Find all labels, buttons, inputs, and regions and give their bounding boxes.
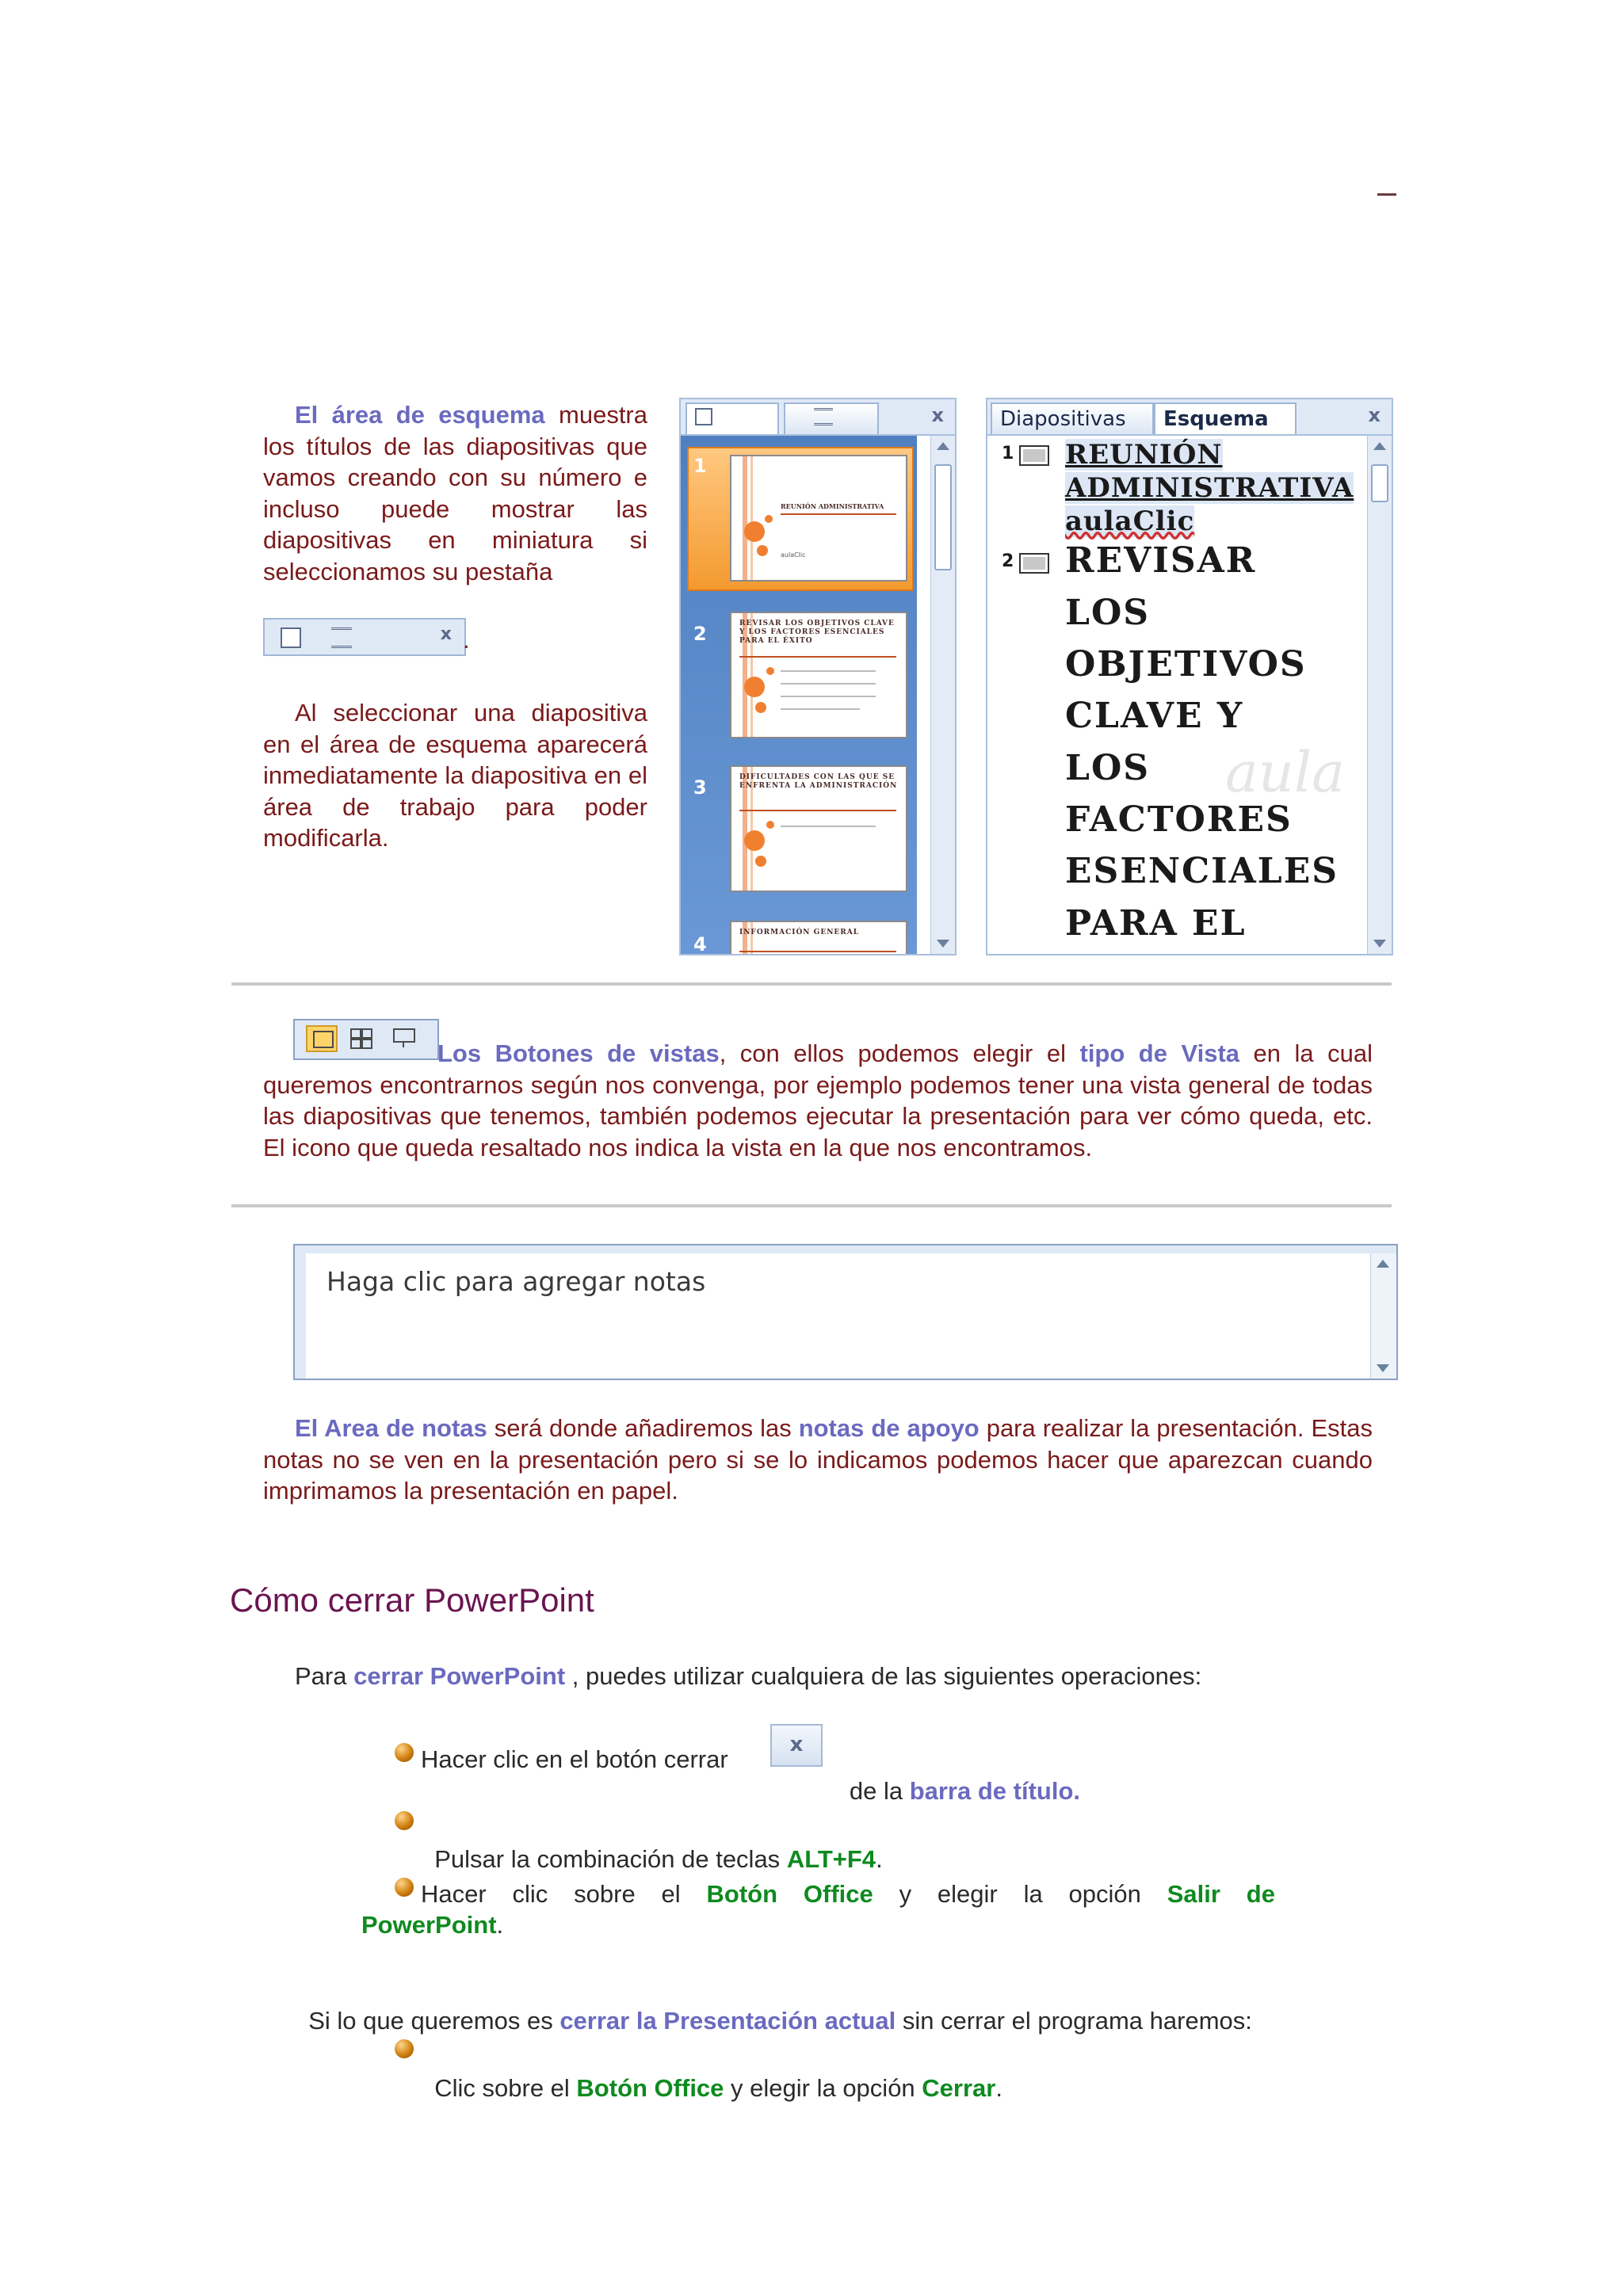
bullet-icon — [395, 2039, 414, 2058]
notes-area-frame — [295, 1245, 1396, 1253]
bullet-item — [421, 1878, 1275, 1910]
bullet-text: Hacer clic sobre el — [421, 1880, 707, 1908]
outline-tab-icon — [331, 627, 352, 648]
intro-text: Si lo que queremos es — [308, 2006, 560, 2035]
bullet-text: Pulsar la combinación de teclas — [434, 1844, 787, 1873]
scroll-down-icon[interactable] — [1377, 1364, 1389, 1372]
view-buttons-term: Los Botones de vistas — [437, 1039, 720, 1067]
close-option-term: Cerrar — [922, 2073, 996, 2102]
intro-text-2: sin cerrar el programa haremos: — [896, 2006, 1252, 2035]
outline-line[interactable]: REVISAR — [1065, 540, 1257, 581]
slide-number: 4 — [693, 933, 707, 955]
outline-area-text: muestra los títulos de las diapositivas que vamos creando con su número e incluso puede mostrar las diapositivas en miniatura si seleccionamos su pestaña — [263, 401, 647, 585]
bullet-icon — [395, 1878, 414, 1897]
close-intro-text-2: , puedes utilizar cualquiera de las siguientes operaciones: — [565, 1662, 1202, 1690]
slides-pane-tabbar — [681, 399, 955, 436]
outline-line[interactable]: ESENCIALES — [1065, 851, 1339, 891]
bullet-text-end: . — [876, 1844, 883, 1873]
view-buttons-text: , con ellos podemos elegir el — [719, 1039, 1080, 1067]
notes-area-term: El Area de notas — [295, 1414, 487, 1442]
slide-subtitle: aulaClic — [781, 551, 806, 559]
view-buttons-text-2: en la cual queremos encontrarnos según nos convenga, por ejemplo podemos tener una vista general de todas las diapositivas que tenemos, también podemos ejecutar la presentación para ver cómo queda, etc. El icono que queda resaltado nos indica la vista en la que nos encontramos. — [263, 1039, 1373, 1161]
slide-icon — [1019, 445, 1049, 466]
tab-diapositivas[interactable]: Diapositivas — [991, 402, 1154, 434]
outline-item-number: 1 — [1002, 444, 1014, 463]
slide-title: DIFICULTADES CON LAS QUE SE ENFRENTA LA ADMINISTRACIÓN — [739, 773, 898, 790]
bullet-item-continued — [829, 1744, 1080, 1806]
divider — [231, 1204, 1392, 1207]
close-pane-button[interactable]: x — [931, 404, 944, 426]
office-button-term: Botón Office — [576, 2073, 724, 2102]
close-presentation-term: cerrar la Presentación actual — [559, 2006, 896, 2035]
notes-area-image — [293, 1244, 1398, 1380]
scroll-up-icon[interactable] — [1377, 1260, 1389, 1268]
outline-line[interactable]: LOS — [1065, 748, 1151, 788]
bullet-item — [421, 2041, 1002, 2103]
bullet-icon — [395, 1743, 414, 1762]
view-type-term: tipo de Vista — [1079, 1039, 1240, 1067]
close-icon: x — [440, 624, 452, 644]
support-notes-term: notas de apoyo — [798, 1414, 980, 1442]
notes-area-text: será donde añadiremos las — [487, 1414, 799, 1442]
bullet-icon — [395, 1811, 414, 1830]
scroll-down-icon[interactable] — [1373, 940, 1386, 948]
bullet-item — [421, 1812, 883, 1875]
slide-thumbnails — [681, 436, 917, 954]
scrollbar-thumb[interactable] — [1371, 464, 1388, 502]
aulaclic-watermark: aula — [1225, 740, 1345, 805]
outline-item-number: 2 — [1002, 551, 1014, 571]
outline-line[interactable]: PARA EL — [1065, 903, 1247, 944]
slide-thumbnail[interactable] — [730, 455, 907, 582]
outline-line[interactable]: ADMINISTRATIVA — [1065, 472, 1354, 504]
outline-line[interactable]: CLAVE Y — [1065, 696, 1244, 736]
notes-area-description — [263, 1413, 1373, 1507]
outline-select-description: Al seleccionar una diapositiva en el área de esquema aparecerá inmediatamente la diapositiva en el área de trabajo para poder modificarla. — [263, 699, 647, 852]
divider — [231, 982, 1392, 986]
outline-line[interactable]: LOS — [1065, 593, 1151, 633]
slides-tab-icon — [281, 627, 301, 648]
slide-title: REUNIÓN ADMINISTRATIVA — [781, 502, 884, 510]
slides-pane — [679, 398, 957, 955]
close-button-image: x — [770, 1724, 823, 1767]
office-button-term: Botón Office — [706, 1880, 873, 1908]
scrollbar-thumb[interactable] — [934, 464, 952, 570]
notes-area-frame — [295, 1245, 306, 1379]
notes-area-text-2: para realizar la presentación. Estas notas no se ven en la presentación pero si se lo indicamos podemos hacer que aparezcan cuando imprimamos la presentación en papel. — [263, 1414, 1373, 1505]
bullet-item-continued — [361, 1909, 503, 1941]
outline-area-term: El área de esquema — [295, 401, 545, 429]
slide-number: 3 — [693, 776, 707, 799]
tab-outline[interactable] — [784, 402, 879, 434]
bullet-text-2: y elegir la opción — [873, 1880, 1167, 1908]
scroll-up-icon[interactable] — [937, 442, 949, 450]
outline-line[interactable]: FACTORES — [1065, 799, 1293, 840]
slide-number: 1 — [693, 455, 707, 477]
close-intro — [295, 1661, 1201, 1692]
outline-pane — [986, 398, 1393, 955]
slides-tab-icon — [695, 408, 712, 425]
view-buttons-description — [263, 1038, 1373, 1163]
bullet-text-end: . — [995, 2073, 1002, 2102]
tab-esquema[interactable]: Esquema — [1154, 402, 1296, 434]
close-powerpoint-term: cerrar PowerPoint — [353, 1662, 566, 1690]
bullet-item — [421, 1744, 728, 1775]
scroll-down-icon[interactable] — [937, 940, 949, 948]
slide-number: 2 — [693, 623, 707, 645]
outline-line[interactable]: aulaClic — [1065, 505, 1195, 537]
close-intro-text: Para — [295, 1662, 354, 1690]
page-mark — [1377, 193, 1396, 196]
slide-thumbnail[interactable] — [730, 612, 907, 738]
close-pane-button[interactable]: x — [1368, 404, 1381, 426]
section-heading: Cómo cerrar PowerPoint — [230, 1581, 594, 1619]
exit-option-term-2: PowerPoint — [361, 1911, 497, 1939]
scroll-up-icon[interactable] — [1373, 442, 1386, 450]
sentence-period: . — [463, 626, 470, 654]
slide-title: REVISAR LOS OBJETIVOS CLAVE Y LOS FACTORES ESENCIALES PARA EL ÉXITO — [739, 620, 895, 645]
outline-tabs-image — [263, 618, 466, 656]
bullet-text-2: y elegir la opción — [724, 2073, 922, 2102]
notes-scrollbar[interactable] — [1370, 1253, 1396, 1379]
outline-line[interactable]: REUNIÓN — [1065, 439, 1223, 471]
outline-line[interactable]: OBJETIVOS — [1065, 644, 1307, 685]
bullet-text: de la — [842, 1776, 910, 1805]
bullet-text: Clic sobre el — [434, 2073, 577, 2102]
slide-title: INFORMACIÓN GENERAL — [739, 929, 860, 936]
outline-area-description — [263, 399, 647, 587]
outline-pane-scrollbar[interactable] — [1367, 436, 1392, 954]
shortcut-term: ALT+F4 — [786, 1844, 876, 1873]
notes-placeholder[interactable]: Haga clic para agregar notas — [327, 1266, 706, 1297]
slide-thumbnail[interactable] — [730, 765, 907, 892]
tab-slides[interactable] — [685, 402, 779, 434]
slide-thumbnail[interactable] — [730, 921, 907, 955]
slides-pane-scrollbar[interactable] — [930, 436, 955, 954]
outline-tab-icon — [814, 408, 833, 425]
bullet-text-end: . — [496, 1911, 504, 1939]
title-bar-term: barra de título. — [909, 1776, 1080, 1805]
slide-icon — [1019, 553, 1049, 574]
outline-pane-tabbar — [987, 399, 1392, 436]
close-presentation-intro — [295, 1974, 1252, 2036]
exit-option-term: Salir de — [1167, 1880, 1275, 1908]
bullet-text: Hacer clic en el botón cerrar — [421, 1745, 728, 1773]
